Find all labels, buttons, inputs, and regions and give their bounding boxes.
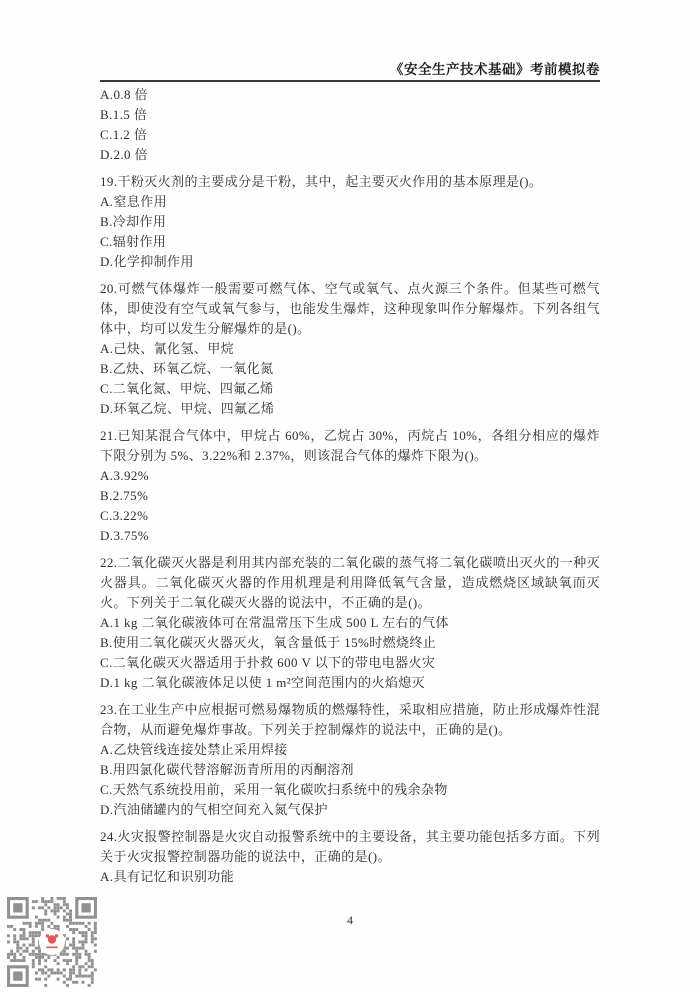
option-line: D.3.75%: [100, 528, 150, 543]
option-line: A.乙炔管线连接处禁止采用焊接: [100, 742, 288, 757]
option-line: C.二氧化氮、甲烷、四氟乙烯: [100, 381, 274, 396]
question-stem: 21.已知某混合气体中，甲烷占 60%，乙烷占 30%，丙烷占 10%，各组分相应的爆炸下限分别为 5%、3.22%和 2.37%，则该混合气体的爆炸下限为()。: [100, 428, 600, 463]
question-block: [100, 85, 600, 165]
exam-content: [100, 85, 600, 894]
option-line: B.乙炔、环氧乙烷、一氧化氮: [100, 361, 274, 376]
question-block: [100, 700, 600, 820]
option-line: A.1 kg 二氧化碳液体可在常温常压下生成 500 L 左右的气体: [100, 615, 449, 630]
question-block: [100, 279, 600, 419]
page-number: 4: [347, 913, 353, 927]
option-line: D.1 kg 二氧化碳液体足以使 1 m²空间范围内的火焰熄灭: [100, 675, 426, 690]
question-stem: 23.在工业生产中应根据可燃易爆物质的燃爆特性，采取相应措施，防止形成爆炸性混合物，从而避免爆炸事故。下列关于控制爆炸的说法中，正确的是()。: [100, 702, 600, 737]
option-line: D.汽油储罐内的气相空间充入氮气保护: [100, 802, 328, 817]
option-line: D.2.0 倍: [100, 147, 148, 162]
option-line: C.1.2 倍: [100, 127, 148, 142]
question-stem: 24.火灾报警控制器是火灾自动报警系统中的主要设备，其主要功能包括多方面。下列关于火灾报警控制器功能的说法中，正确的是()。: [100, 829, 600, 864]
option-line: C.辐射作用: [100, 234, 167, 249]
option-line: B.冷却作用: [100, 214, 167, 229]
option-line: C.3.22%: [100, 508, 149, 523]
question-stem: 19.干粉灭火剂的主要成分是干粉，其中，起主要灭火作用的基本原理是()。: [100, 174, 543, 189]
option-line: B.用四氯化碳代替溶解沥青所用的丙酮溶剂: [100, 762, 354, 777]
option-line: D.化学抑制作用: [100, 254, 194, 269]
page-header-title: 《安全生产技术基础》考前模拟卷: [390, 62, 600, 77]
option-line: A.0.8 倍: [100, 87, 148, 102]
option-line: C.天然气系统投用前，采用一氧化碳吹扫系统中的残余杂物: [100, 782, 448, 797]
question-block: [100, 172, 600, 272]
option-line: A.具有记忆和识别功能: [100, 869, 235, 884]
option-line: A.3.92%: [100, 468, 150, 483]
option-line: B.2.75%: [100, 488, 149, 503]
option-line: D.环氧乙烷、甲烷、四氟乙烯: [100, 401, 275, 416]
qr-code: [7, 897, 97, 987]
question-block: [100, 426, 600, 546]
question-stem: 22.二氧化碳灭火器是利用其内部充装的二氧化碳的蒸气将二氧化碳喷出灭火的一种灭火器具。二氧化碳灭火器的作用机理是利用降低氧气含量，造成燃烧区域缺氧而灭火。下列关于二氧化碳灭火器的说法中，不正确的是()。: [100, 555, 600, 610]
question-stem: 20.可燃气体爆炸一般需要可燃气体、空气或氧气、点火源三个条件。但某些可燃气体，即使没有空气或氧气参与，也能发生爆炸，这种现象叫作分解爆炸。下列各组气体中，均可以发生分解爆炸的是()。: [100, 281, 600, 336]
qr-code-image: [7, 897, 97, 987]
question-block: [100, 827, 600, 887]
question-block: [100, 553, 600, 693]
option-line: B.1.5 倍: [100, 107, 148, 122]
option-line: B.使用二氧化碳灭火器灭火，氧含量低于 15%时燃烧终止: [100, 635, 437, 650]
option-line: C.二氧化碳灭火器适用于扑救 600 V 以下的带电电器火灾: [100, 655, 436, 670]
option-line: A.窒息作用: [100, 194, 168, 209]
header-divider: [100, 80, 600, 82]
option-line: A.己炔、氰化氢、甲烷: [100, 341, 235, 356]
